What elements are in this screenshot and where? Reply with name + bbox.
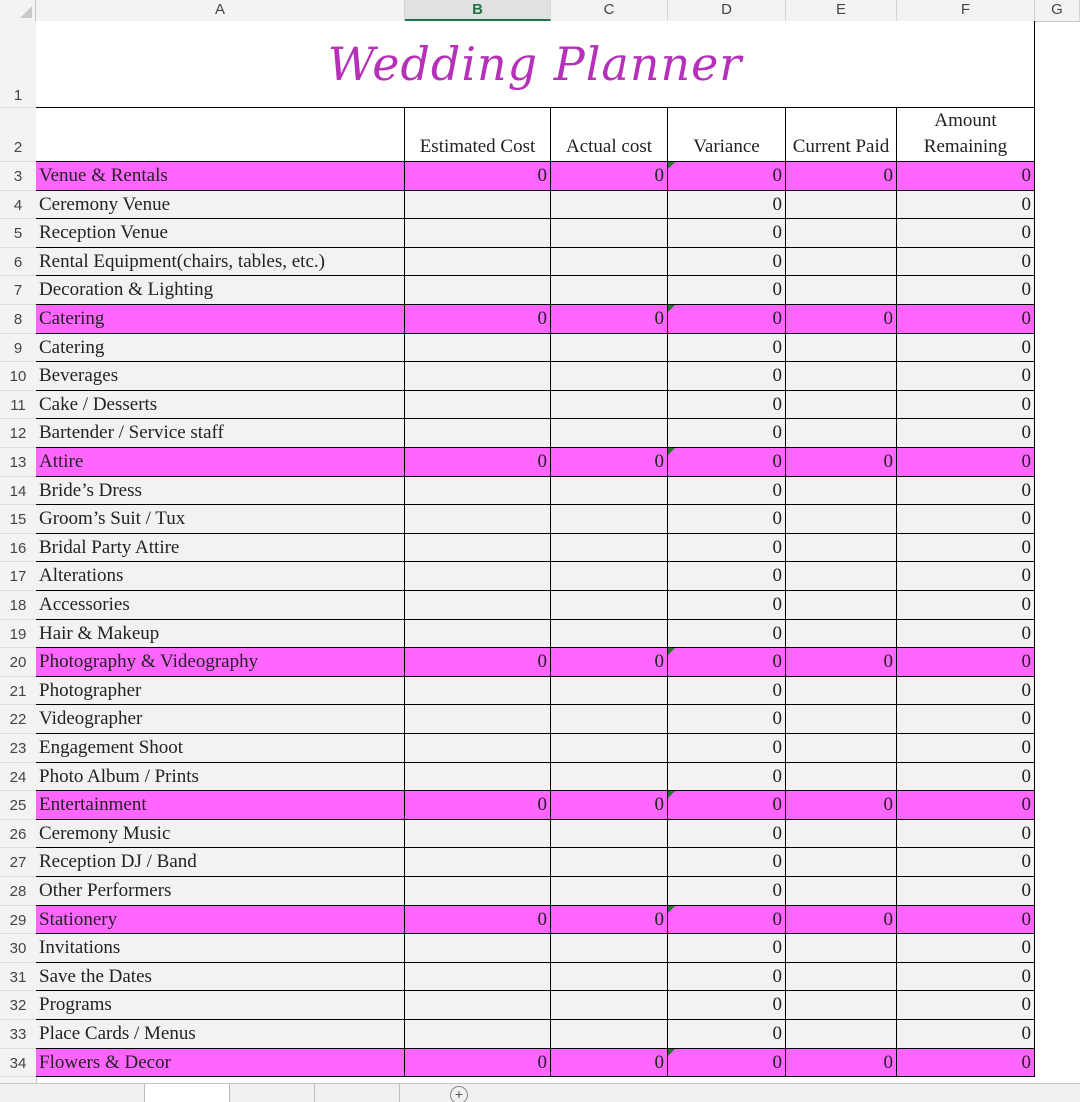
item-row: [36, 1020, 1035, 1049]
value-cell[interactable]: 0: [897, 763, 1035, 792]
value-cell[interactable]: [405, 477, 551, 506]
value-cell[interactable]: [786, 991, 897, 1020]
value-cell[interactable]: 0: [668, 906, 786, 935]
value-cell[interactable]: 0: [668, 820, 786, 849]
item-row: [36, 276, 1035, 305]
column-header-bar: [0, 0, 1080, 22]
category-label-cell[interactable]: Catering: [36, 305, 405, 334]
value-cell[interactable]: [551, 677, 668, 706]
value-cell[interactable]: 0: [668, 734, 786, 763]
column-label-cell[interactable]: [405, 108, 551, 162]
value-cell[interactable]: [405, 848, 551, 877]
item-label-cell[interactable]: Alterations: [36, 562, 405, 591]
value-cell[interactable]: 0: [668, 934, 786, 963]
value-cell[interactable]: [405, 934, 551, 963]
value-cell[interactable]: [786, 505, 897, 534]
item-label-cell[interactable]: Beverages: [36, 362, 405, 391]
select-all-corner[interactable]: [0, 0, 36, 21]
value-cell[interactable]: 0: [897, 963, 1035, 992]
value-cell[interactable]: 0: [786, 1049, 897, 1078]
value-cell[interactable]: 0: [668, 162, 786, 191]
value-cell[interactable]: 0: [668, 562, 786, 591]
value-cell[interactable]: 0: [668, 591, 786, 620]
value-cell[interactable]: [551, 734, 668, 763]
value-cell[interactable]: 0: [897, 791, 1035, 820]
column-label: Current Paid: [792, 136, 890, 157]
item-label-cell[interactable]: Bride’s Dress: [36, 477, 405, 506]
item-label-cell[interactable]: Catering: [36, 334, 405, 363]
column-header-a[interactable]: A: [36, 0, 405, 21]
value-cell[interactable]: 0: [786, 448, 897, 477]
item-row: [36, 763, 1035, 792]
value-cell[interactable]: [786, 820, 897, 849]
column-label: Actual cost: [565, 136, 652, 157]
value-cell[interactable]: [786, 391, 897, 420]
value-cell[interactable]: 0: [897, 477, 1035, 506]
value-cell[interactable]: 0: [405, 305, 551, 334]
value-cell[interactable]: 0: [668, 648, 786, 677]
category-row: [36, 448, 1035, 477]
row-header-4[interactable]: 4: [0, 191, 36, 220]
value-cell[interactable]: 0: [897, 848, 1035, 877]
value-cell[interactable]: [786, 677, 897, 706]
value-cell[interactable]: 0: [551, 162, 668, 191]
value-cell[interactable]: [786, 763, 897, 792]
value-cell[interactable]: [551, 620, 668, 649]
value-cell[interactable]: 0: [668, 705, 786, 734]
column-header-d[interactable]: D: [668, 0, 786, 21]
value-cell[interactable]: [405, 734, 551, 763]
value-cell[interactable]: 0: [897, 991, 1035, 1020]
value-cell[interactable]: [786, 705, 897, 734]
item-row: [36, 705, 1035, 734]
value-cell[interactable]: [551, 562, 668, 591]
value-cell[interactable]: [551, 534, 668, 563]
value-cell[interactable]: 0: [668, 763, 786, 792]
value-cell[interactable]: 0: [551, 648, 668, 677]
item-label-cell[interactable]: Cake / Desserts: [36, 391, 405, 420]
row-header-18[interactable]: 18: [0, 591, 36, 620]
item-label-cell[interactable]: Reception DJ / Band: [36, 848, 405, 877]
row-header-24[interactable]: 24: [0, 763, 36, 792]
sheet-tab[interactable]: [315, 1084, 400, 1102]
item-label-cell[interactable]: Bridal Party Attire: [36, 534, 405, 563]
value-cell[interactable]: 0: [897, 705, 1035, 734]
value-cell[interactable]: [786, 477, 897, 506]
item-label-cell[interactable]: Hair & Makeup: [36, 620, 405, 649]
value-cell[interactable]: 0: [405, 791, 551, 820]
tab-scroll-area[interactable]: [0, 1084, 145, 1102]
item-label-cell[interactable]: Reception Venue: [36, 219, 405, 248]
row-header-1[interactable]: 1: [0, 21, 36, 108]
row-header-15[interactable]: 15: [0, 505, 36, 534]
value-cell[interactable]: [786, 591, 897, 620]
value-cell[interactable]: [551, 820, 668, 849]
value-cell[interactable]: [405, 534, 551, 563]
category-label-cell[interactable]: Venue & Rentals: [36, 162, 405, 191]
item-label-cell[interactable]: Rental Equipment(chairs, tables, etc.): [36, 248, 405, 277]
value-cell[interactable]: [786, 734, 897, 763]
value-cell[interactable]: 0: [897, 305, 1035, 334]
row-header-19[interactable]: 19: [0, 620, 36, 649]
value-cell[interactable]: 0: [405, 448, 551, 477]
value-cell[interactable]: 0: [551, 305, 668, 334]
category-label-cell[interactable]: Stationery: [36, 906, 405, 935]
row-header-34[interactable]: 34: [0, 1049, 36, 1078]
row-header-12[interactable]: 12: [0, 419, 36, 448]
value-cell[interactable]: 0: [405, 648, 551, 677]
value-cell[interactable]: [405, 591, 551, 620]
value-cell[interactable]: [551, 276, 668, 305]
row-header-30[interactable]: 30: [0, 934, 36, 963]
value-cell[interactable]: 0: [405, 906, 551, 935]
value-cell[interactable]: [405, 620, 551, 649]
value-cell[interactable]: [551, 591, 668, 620]
row-header-32[interactable]: 32: [0, 991, 36, 1020]
category-row: [36, 162, 1035, 191]
value-cell[interactable]: 0: [786, 305, 897, 334]
value-cell[interactable]: [551, 419, 668, 448]
value-cell[interactable]: [786, 934, 897, 963]
value-cell[interactable]: 0: [668, 791, 786, 820]
value-cell[interactable]: [551, 934, 668, 963]
category-row: [36, 906, 1035, 935]
value-cell[interactable]: [405, 248, 551, 277]
row-header-22[interactable]: 22: [0, 705, 36, 734]
value-cell[interactable]: [786, 562, 897, 591]
category-label-cell[interactable]: Flowers & Decor: [36, 1049, 405, 1078]
value-cell[interactable]: [405, 219, 551, 248]
row-header-bar: [0, 21, 37, 1083]
value-cell[interactable]: 0: [668, 219, 786, 248]
row-header-16[interactable]: 16: [0, 534, 36, 563]
value-cell[interactable]: 0: [668, 991, 786, 1020]
value-cell[interactable]: 0: [668, 334, 786, 363]
value-cell[interactable]: 0: [786, 791, 897, 820]
value-cell[interactable]: [551, 477, 668, 506]
value-cell[interactable]: [405, 334, 551, 363]
item-row: [36, 362, 1035, 391]
item-row: [36, 334, 1035, 363]
value-cell[interactable]: 0: [668, 448, 786, 477]
value-cell[interactable]: [405, 991, 551, 1020]
column-label-cell[interactable]: [897, 108, 1035, 162]
row-header-2[interactable]: 2: [0, 108, 36, 162]
value-cell[interactable]: [405, 391, 551, 420]
value-cell[interactable]: [551, 248, 668, 277]
value-cell[interactable]: [786, 848, 897, 877]
item-row: [36, 620, 1035, 649]
sheet-tab-bar: [0, 1083, 1080, 1102]
row-header-27[interactable]: 27: [0, 848, 36, 877]
item-label-cell[interactable]: Groom’s Suit / Tux: [36, 505, 405, 534]
value-cell[interactable]: 0: [668, 505, 786, 534]
row-header-11[interactable]: 11: [0, 391, 36, 420]
value-cell[interactable]: [551, 191, 668, 220]
value-cell[interactable]: [786, 1020, 897, 1049]
item-row: [36, 991, 1035, 1020]
value-cell[interactable]: [786, 877, 897, 906]
value-cell[interactable]: 0: [897, 1049, 1035, 1078]
item-label-cell[interactable]: Photographer: [36, 677, 405, 706]
item-row: [36, 877, 1035, 906]
value-cell[interactable]: 0: [405, 1049, 551, 1078]
value-cell[interactable]: 0: [897, 934, 1035, 963]
value-cell[interactable]: [551, 362, 668, 391]
value-cell[interactable]: 0: [551, 448, 668, 477]
value-cell[interactable]: [786, 419, 897, 448]
value-cell[interactable]: 0: [897, 677, 1035, 706]
column-label-cell[interactable]: [551, 108, 668, 162]
item-row: [36, 591, 1035, 620]
value-cell[interactable]: 0: [897, 1020, 1035, 1049]
value-cell[interactable]: [786, 276, 897, 305]
value-cell[interactable]: 0: [668, 677, 786, 706]
column-label: Variance: [693, 136, 760, 157]
value-cell[interactable]: [405, 820, 551, 849]
row-header-21[interactable]: 21: [0, 677, 36, 706]
row-header-26[interactable]: 26: [0, 820, 36, 849]
title-cell[interactable]: [36, 21, 1035, 108]
item-label-cell[interactable]: Videographer: [36, 705, 405, 734]
row-header-6[interactable]: 6: [0, 248, 36, 277]
item-label-cell[interactable]: Accessories: [36, 591, 405, 620]
value-cell[interactable]: 0: [897, 620, 1035, 649]
row-header-31[interactable]: 31: [0, 963, 36, 992]
value-cell[interactable]: 0: [405, 162, 551, 191]
value-cell[interactable]: 0: [897, 648, 1035, 677]
item-row: [36, 391, 1035, 420]
category-row: [36, 305, 1035, 334]
value-cell[interactable]: [405, 705, 551, 734]
value-cell[interactable]: [786, 534, 897, 563]
value-cell[interactable]: [786, 620, 897, 649]
column-header-c[interactable]: C: [551, 0, 668, 21]
row-header-8[interactable]: 8: [0, 305, 36, 334]
value-cell[interactable]: [551, 1020, 668, 1049]
item-label-cell[interactable]: Invitations: [36, 934, 405, 963]
item-row: [36, 191, 1035, 220]
value-cell[interactable]: 0: [786, 162, 897, 191]
value-cell[interactable]: [405, 562, 551, 591]
item-row: [36, 248, 1035, 277]
value-cell[interactable]: 0: [897, 334, 1035, 363]
value-cell[interactable]: 0: [668, 848, 786, 877]
value-cell[interactable]: [405, 505, 551, 534]
title-row: [36, 21, 1035, 108]
value-cell[interactable]: 0: [668, 1049, 786, 1078]
item-label-cell[interactable]: Place Cards / Menus: [36, 1020, 405, 1049]
column-label: Amount Remaining: [923, 110, 1008, 157]
value-cell[interactable]: 0: [668, 191, 786, 220]
category-label-cell[interactable]: Attire: [36, 448, 405, 477]
value-cell[interactable]: [786, 219, 897, 248]
column-header-e[interactable]: E: [786, 0, 897, 21]
value-cell[interactable]: 0: [897, 191, 1035, 220]
column-header-g[interactable]: G: [1035, 0, 1080, 21]
value-cell[interactable]: 0: [897, 877, 1035, 906]
value-cell[interactable]: [551, 763, 668, 792]
value-cell[interactable]: 0: [668, 276, 786, 305]
column-header-f[interactable]: F: [897, 0, 1035, 21]
value-cell[interactable]: [405, 419, 551, 448]
value-cell[interactable]: 0: [668, 419, 786, 448]
value-cell[interactable]: 0: [786, 906, 897, 935]
item-label-cell[interactable]: Other Performers: [36, 877, 405, 906]
value-cell[interactable]: [786, 362, 897, 391]
row-header-25[interactable]: 25: [0, 791, 36, 820]
item-row: [36, 848, 1035, 877]
value-cell[interactable]: 0: [897, 562, 1035, 591]
value-cell[interactable]: [405, 191, 551, 220]
item-label-cell[interactable]: Ceremony Venue: [36, 191, 405, 220]
column-label-cell[interactable]: [668, 108, 786, 162]
column-label-cell[interactable]: [786, 108, 897, 162]
value-cell[interactable]: 0: [897, 362, 1035, 391]
value-cell[interactable]: 0: [668, 963, 786, 992]
header-row: [36, 108, 1035, 162]
item-label-cell[interactable]: Decoration & Lighting: [36, 276, 405, 305]
row-header-9[interactable]: 9: [0, 334, 36, 363]
item-label-cell[interactable]: Engagement Shoot: [36, 734, 405, 763]
item-row: [36, 734, 1035, 763]
value-cell[interactable]: [551, 334, 668, 363]
category-row: [36, 791, 1035, 820]
value-cell[interactable]: [786, 191, 897, 220]
value-cell[interactable]: 0: [551, 1049, 668, 1078]
row-header-33[interactable]: 33: [0, 1020, 36, 1049]
value-cell[interactable]: [786, 248, 897, 277]
category-label-cell[interactable]: Photography & Videography: [36, 648, 405, 677]
item-label-cell[interactable]: Ceremony Music: [36, 820, 405, 849]
value-cell[interactable]: [551, 505, 668, 534]
item-row: [36, 562, 1035, 591]
item-row: [36, 963, 1035, 992]
value-cell[interactable]: 0: [668, 477, 786, 506]
value-cell[interactable]: [551, 991, 668, 1020]
item-row: [36, 419, 1035, 448]
value-cell[interactable]: 0: [897, 534, 1035, 563]
row-header-29[interactable]: 29: [0, 906, 36, 935]
value-cell[interactable]: [405, 763, 551, 792]
sheet-tab[interactable]: [230, 1084, 315, 1102]
value-cell[interactable]: 0: [551, 906, 668, 935]
value-cell[interactable]: 0: [897, 591, 1035, 620]
item-label-cell[interactable]: Save the Dates: [36, 963, 405, 992]
row-header-3[interactable]: 3: [0, 162, 36, 191]
category-label-cell[interactable]: Entertainment: [36, 791, 405, 820]
sheet-title: Wedding Planner: [327, 37, 743, 91]
row-header-28[interactable]: 28: [0, 877, 36, 906]
value-cell[interactable]: [551, 705, 668, 734]
header-cell-a[interactable]: [36, 108, 405, 162]
value-cell[interactable]: 0: [668, 248, 786, 277]
column-label: Estimated Cost: [419, 136, 536, 157]
row-header-14[interactable]: 14: [0, 477, 36, 506]
value-cell[interactable]: [551, 963, 668, 992]
value-cell[interactable]: 0: [551, 791, 668, 820]
value-cell[interactable]: [551, 848, 668, 877]
value-cell[interactable]: 0: [668, 391, 786, 420]
value-cell[interactable]: 0: [897, 820, 1035, 849]
value-cell[interactable]: 0: [668, 620, 786, 649]
category-row: [36, 1049, 1035, 1078]
row-header-23[interactable]: 23: [0, 734, 36, 763]
item-label-cell[interactable]: Bartender / Service staff: [36, 419, 405, 448]
category-row: [36, 648, 1035, 677]
item-row: [36, 534, 1035, 563]
row-header-20[interactable]: 20: [0, 648, 36, 677]
value-cell[interactable]: [405, 677, 551, 706]
item-label-cell[interactable]: Programs: [36, 991, 405, 1020]
value-cell[interactable]: 0: [897, 419, 1035, 448]
item-row: [36, 219, 1035, 248]
value-cell[interactable]: 0: [897, 505, 1035, 534]
item-label-cell[interactable]: Photo Album / Prints: [36, 763, 405, 792]
value-cell[interactable]: [551, 219, 668, 248]
row-header-10[interactable]: 10: [0, 362, 36, 391]
column-header-b[interactable]: B: [405, 0, 551, 21]
value-cell[interactable]: 0: [897, 448, 1035, 477]
value-cell[interactable]: [786, 963, 897, 992]
value-cell[interactable]: 0: [897, 734, 1035, 763]
value-cell[interactable]: 0: [786, 648, 897, 677]
value-cell[interactable]: 0: [897, 219, 1035, 248]
value-cell[interactable]: 0: [668, 534, 786, 563]
value-cell[interactable]: [405, 362, 551, 391]
row-header-13[interactable]: 13: [0, 448, 36, 477]
item-row: [36, 505, 1035, 534]
value-cell[interactable]: [551, 877, 668, 906]
value-cell[interactable]: 0: [897, 276, 1035, 305]
value-cell[interactable]: [786, 334, 897, 363]
value-cell[interactable]: 0: [668, 1020, 786, 1049]
sheet-tab-active[interactable]: [145, 1084, 230, 1102]
row-header-5[interactable]: 5: [0, 219, 36, 248]
plus-circle-icon[interactable]: +: [450, 1086, 468, 1102]
value-cell[interactable]: [405, 1020, 551, 1049]
value-cell[interactable]: 0: [897, 906, 1035, 935]
value-cell[interactable]: 0: [897, 162, 1035, 191]
item-row: [36, 477, 1035, 506]
value-cell[interactable]: 0: [668, 305, 786, 334]
value-cell[interactable]: [551, 391, 668, 420]
value-cell[interactable]: [405, 877, 551, 906]
value-cell[interactable]: [405, 276, 551, 305]
row-header-17[interactable]: 17: [0, 562, 36, 591]
value-cell[interactable]: 0: [897, 248, 1035, 277]
item-row: [36, 820, 1035, 849]
value-cell[interactable]: 0: [668, 362, 786, 391]
value-cell[interactable]: [405, 963, 551, 992]
row-header-7[interactable]: 7: [0, 276, 36, 305]
item-row: [36, 677, 1035, 706]
item-row: [36, 934, 1035, 963]
value-cell[interactable]: 0: [897, 391, 1035, 420]
value-cell[interactable]: 0: [668, 877, 786, 906]
